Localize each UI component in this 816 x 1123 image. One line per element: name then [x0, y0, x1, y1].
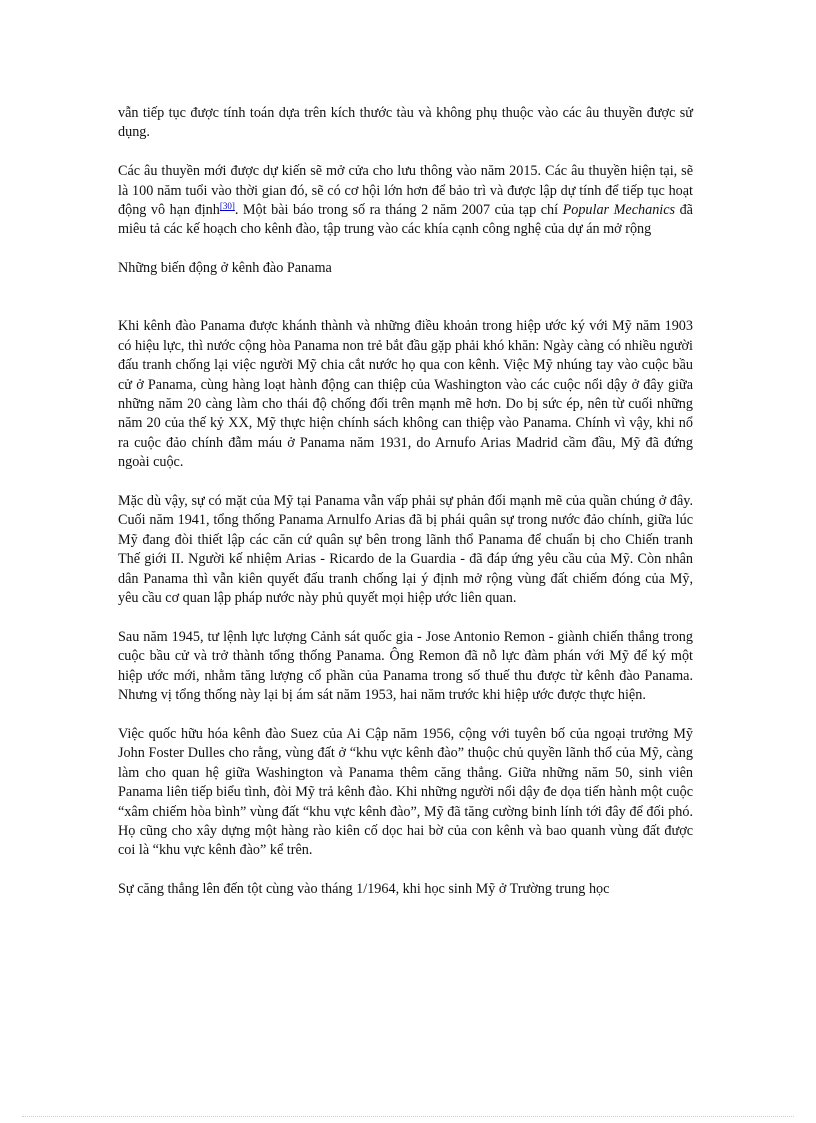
paragraph-2-text-end: đã miêu tả các kế hoạch cho kênh đào, tập trung vào các khía cạnh công nghệ của dự án mở rộng [118, 202, 693, 238]
paragraph-4: Mặc dù vậy, sự có mặt của Mỹ tại Panama vẫn vấp phải sự phản đối mạnh mẽ của quần chúng ở đây. Cuối năm 1941, tổng thống Panama Arnulfo Arias đã bị phái quân sự trong nước đảo chính, giữa lúc Mỹ đang đòi thiết lập các căn cứ quân sự bên trong lãnh thổ Panama để chuẩn bị cho Chiến tranh Thế giới II. Người kế nhiệm Arias - Ricardo de la Guardia - đã đáp ứng yêu cầu của Mỹ. Còn nhân dân Panama thì vẫn kiên quyết đấu tranh chống lại ý định mở rộng vùng đất chiếm đóng của Mỹ, yêu cầu cơ quan lập pháp nước này phủ quyết mọi hiệp ước liên quan. [118, 493, 693, 607]
citation-link[interactable]: [30] [219, 201, 235, 212]
paragraph-5: Sau năm 1945, tư lệnh lực lượng Cảnh sát quốc gia - Jose Antonio Remon - giành chiến thắng trong cuộc bầu cử và trở thành tổng thống Panama. Ông Remon đã nỗ lực đàm phán với Mỹ để ký một hiệp ước mới, nhằm tăng lượng cổ phần của Panama trong số thuế thu được từ kênh đào Panama. Nhưng vị tổng thống này lại bị ám sát năm 1953, hai năm trước khi hiệp ước được thực hiện. [118, 628, 693, 704]
section-heading: Những biến động ở kênh đào Panama [118, 260, 332, 277]
paragraph-1: vẫn tiếp tục được tính toán dựa trên kích thước tàu và không phụ thuộc vào các âu thuyền được sử dụng. [118, 105, 693, 141]
paragraph-6: Việc quốc hữu hóa kênh đào Suez của Ai Cập năm 1956, cộng với tuyên bố của ngoại trưởng Mỹ John Foster Dulles cho rằng, vùng đất ở “khu vực kênh đào” thuộc chủ quyền lãnh thổ của Mỹ, càng làm cho quan hệ giữa Washington và Panama thêm căng thẳng. Giữa những năm 50, sinh viên Panama liên tiếp biểu tình, đòi Mỹ trả kênh đào. Khi những người nổi dậy đe dọa tiến hành một cuộc “xâm chiếm hòa bình” vùng đất “khu vực kênh đào”, Mỹ đã tăng cường binh lính tới đây để đối phó. Họ cũng cho xây dựng một hàng rào kiên cố dọc hai bờ của con kênh và bao quanh vùng đất được coi là “khu vực kênh đào” kể trên. [118, 725, 693, 859]
blank-line [118, 298, 693, 317]
document-body [118, 104, 693, 919]
paragraph-2-text: Các âu thuyền mới được dự kiến sẽ mở cửa cho lưu thông vào năm 2015. Các âu thuyền hiện tại, sẽ là 100 năm tuổi vào thời gian đó, sẽ có cơ hội lớn hơn để bảo trì và được lập dự tính để tiếp tục hoạt động vô hạn định [118, 163, 693, 219]
magazine-title: Popular Mechanics [562, 202, 676, 219]
paragraph-7: Sự căng thẳng lên đến tột cùng vào tháng 1/1964, khi học sinh Mỹ ở Trường trung học [118, 881, 610, 898]
paragraph-2 [118, 162, 693, 240]
paragraph-2-text-cont: . Một bài báo trong số ra tháng 2 năm 2007 của tạp chí [234, 202, 563, 219]
paragraph-3: Khi kênh đào Panama được khánh thành và những điều khoản trong hiệp ước ký với Mỹ năm 1903 có hiệu lực, thì nước cộng hòa Panama non trẻ bắt đầu gặp phải khó khăn: Ngày càng có nhiều người đấu tranh chống lại việc người Mỹ chia cắt nước họ qua con kênh. Việc Mỹ nhúng tay vào cuộc bầu cử ở Panama, cùng hàng loạt hành động can thiệp của Washington vào các cuộc nổi dậy ở đây giữa những năm 20 càng làm cho thái độ chống đối trên mạnh mẽ hơn. Do bị sức ép, nên từ cuối những năm 20 của thế kỷ XX, Mỹ thực hiện chính sách không can thiệp vào Panama. Chính vì vậy, khi nổ ra cuộc đảo chính đẫm máu ở Panama năm 1931, do Arnufo Arias Madrid cầm đầu, Mỹ đã đứng ngoài cuộc. [118, 318, 693, 471]
citation-ref [220, 201, 235, 211]
page-bottom-divider [22, 1116, 794, 1117]
